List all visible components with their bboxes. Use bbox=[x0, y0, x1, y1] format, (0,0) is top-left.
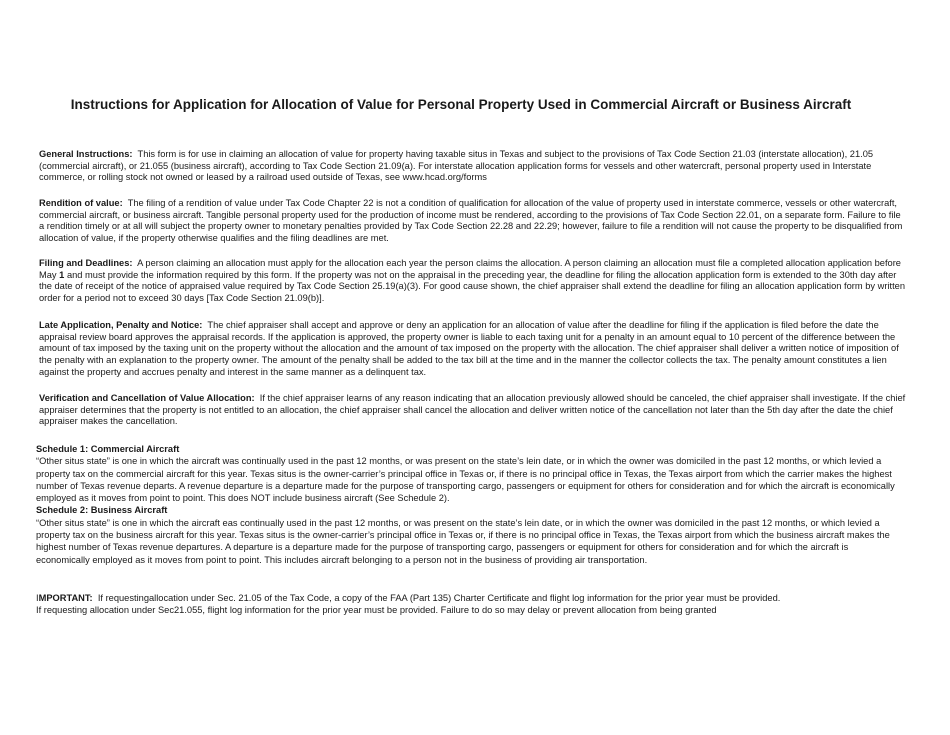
section-heading: General Instructions: bbox=[39, 149, 133, 159]
section-text: The filing of a rendition of value under Tax Code Chapter 22 is not a condition of qualification for allocation of the value of property used in interstate commerce, vessels or other watercraft, commercial aircraft, or business aircraft. Tangible personal property used for the production of income must be rendered, according to the provisions of Tax Code Section 22.01, on a separate form. Failure to file a rendition timely or at all will subject the property owner to monetary penalties provided by Tax Code Section 22.28 and 22.29; however, failure to file a rendition will not cause the property to be disqualified from allocation of value, if the property otherwise qualifies and the filing deadlines are met. bbox=[39, 198, 903, 244]
important-line: If requesting allocation under Sec21.055, flight log information for the prior year must be provided. Failure to do so may delay or prevent allocation from being granted bbox=[36, 605, 717, 616]
schedule-heading: Schedule 1: Commercial Aircraft bbox=[36, 444, 180, 454]
section-text: The chief appraiser shall accept and approve or deny an application for an allocation of value after the deadline for filing if the application is filed before the date the appraisal review board approves the appraisal records. If the application is approved, the property owner is liable to each taxing unit for a penalty in an amount equal to 10 percent of the difference between the amount of tax imposed by the taxing unit on the property without the allocation and the amount of tax imposed on the property with the allocation. The chief appraiser shall deliver a written notice of imposition of the penalty with an explanation to the property owner. The amount of the penalty shall be added to the tax bill at the time and in the manner the collector collects the tax. The penalty amount constitutes a lien against the property and accrues penalty and interest in the same manner as a delinquent tax. bbox=[39, 320, 899, 377]
section-late-application bbox=[39, 320, 907, 379]
section-filing-and-deadlines bbox=[39, 258, 907, 305]
section-heading: Late Application, Penalty and Notice: bbox=[39, 320, 203, 330]
section-text-bold: 1 bbox=[59, 269, 65, 280]
section-general-instructions bbox=[39, 149, 907, 184]
important-notice bbox=[36, 592, 900, 617]
section-text: and must provide the information required by this form. If the property was not on the appraisal in the preceding year, the deadline for filing the allocation application form is extended to the 30th day after the date of receipt of the notice of appraised value required by Tax Code Section 25.19(a)(3). For good cause shown, the chief appraiser shall extend the deadline for filing an allocation application form by written order for a period not to exceed 30 days [Tax Code Section 21.09(b)]. bbox=[39, 269, 905, 304]
important-heading-initial: I bbox=[36, 593, 39, 603]
schedule-text: “Other situs state” is one in which the aircraft eas continually used in the past 12 months, or was present on the state’s lein date, or in which the owner was domiciled in the past 12 months, or which levied a property tax on the business aircraft for this year. Texas situs is the owner-carrier’s principal office in Texas or, if there is no principal office in Texas, the Texas airport from which the business aircraft makes the highest number of Texas revenue departures. A departure is a departure made for the purpose of transporting cargo, passengers or equipment for others for consideration and for which the aircraft is economically employed as it moves from point to point. This includes aircraft belonging to a person not in the business of providing air transportation. bbox=[36, 517, 890, 565]
section-verification-cancellation bbox=[39, 393, 907, 428]
schedule-heading: Schedule 2: Business Aircraft bbox=[36, 505, 168, 516]
important-heading: MPORTANT: bbox=[38, 593, 93, 603]
section-text: If the chief appraiser learns of any reason indicating that an allocation previously allowed should be canceled, the chief appraiser shall investigate. If the chief appraiser determines that the property is not entitled to an allocation, the chief appraiser shall cancel the allocation and deliver written notice of the cancellation not later than the 5th day after the date the chief appraiser makes the cancellation. bbox=[39, 393, 906, 427]
section-text: A person claiming an allocation must apply for the allocation each year the person claims the allocation. A person claiming an allocation must file a completed allocation application before May bbox=[39, 258, 901, 280]
schedules-block bbox=[36, 443, 900, 566]
important-line: If requestingallocation under Sec. 21.05 of the Tax Code, a copy of the FAA (Part 135) Charter Certificate and flight log information for the prior year must be provided. bbox=[97, 593, 781, 603]
section-heading: Rendition of value: bbox=[39, 198, 123, 208]
schedule-text: “Other situs state” is one in which the aircraft was continually used in the past 12 months, or was present on the state’s lein date, or in which the owner was domiciled in the past 12 months, or which levied a property tax on the commercial aircraft for this year. Texas situs is the owner-carrier’s principal office in Texas or, if there is no principal office in Texas, the Texas airport from which the carrier makes the highest number of Texas revenue departs. A revenue departure is a departure made for the purpose of transporting cargo, passengers or equipment for others for consideration and for which the aircraft is economically employed as it moves from point to point. This does NOT include business aircraft (See Schedule 2). bbox=[36, 456, 895, 504]
section-heading: Verification and Cancellation of Value Allocation: bbox=[39, 393, 255, 403]
section-rendition-of-value bbox=[39, 198, 907, 245]
page-title: Instructions for Application for Allocation of Value for Personal Property Used in Commercial Aircraft or Business Aircraft bbox=[70, 97, 852, 112]
section-heading: Filing and Deadlines: bbox=[39, 258, 133, 268]
section-text: This form is for use in claiming an allocation of value for property having taxable situs in Texas and subject to the provisions of Tax Code Section 21.03 (interstate allocation), 21.05 (commercial aircraft), or 21.055 (business aircraft), according to Tax Code Section 21.09(a). For interstate allocation application forms for vessels and other watercraft, personal property used in Interstate commerce, or rolling stock not owned or leased by a railroad used outside of Texas, see www.hcad.org/forms bbox=[39, 149, 874, 183]
